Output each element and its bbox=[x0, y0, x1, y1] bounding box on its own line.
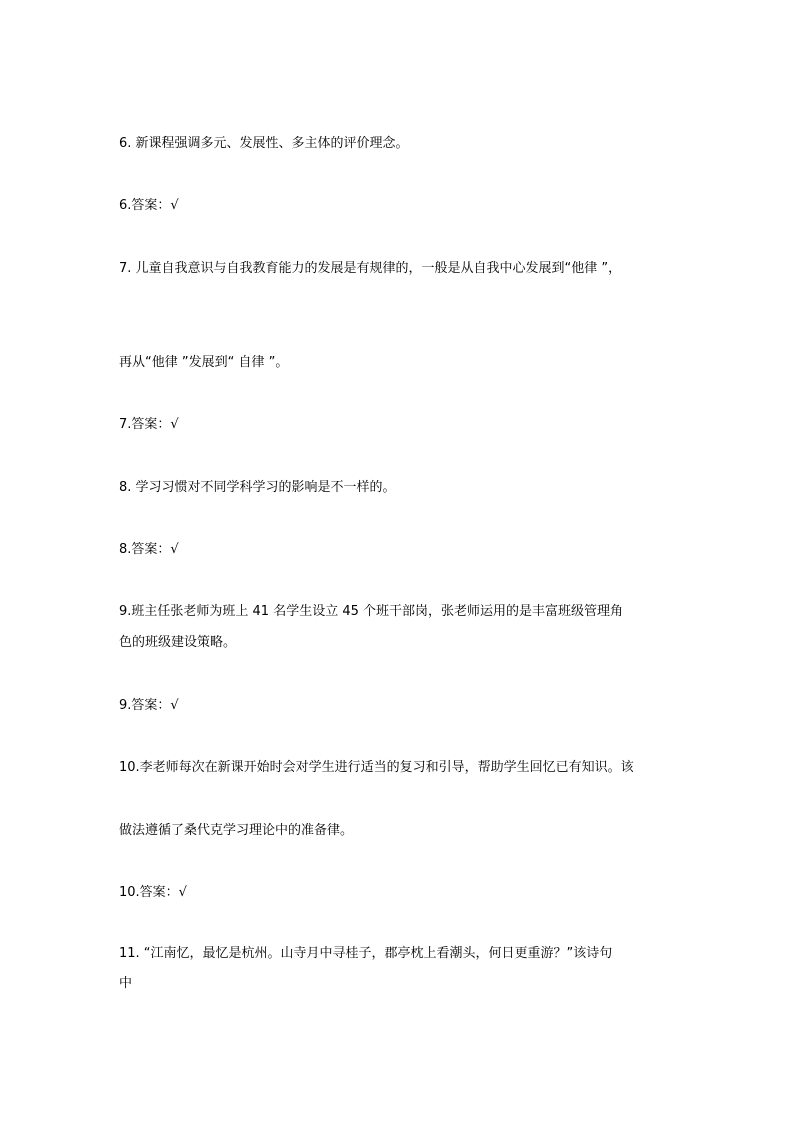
question-11-text-line-1: 11. “江南忆，最忆是杭州。山寺月中寻桂子，郡亭枕上看潮头，何日更重游？”该诗句 bbox=[119, 946, 613, 961]
question-11-text-line-2: 中 bbox=[119, 976, 133, 991]
question-9-text-line-2: 色的班级建设策略。 bbox=[119, 635, 237, 650]
answer-8: 8.答案：√ bbox=[119, 542, 179, 557]
question-9-text-line-1: 9.班主任张老师为班上 41 名学生设立 45 个班干部岗，张老师运用的是丰富班级管理角 bbox=[119, 604, 624, 619]
question-7-text-line-1: 7. 儿童自我意识与自我教育能力的发展是有规律的，一般是从自我中心发展到“他律 ”， bbox=[119, 261, 622, 276]
question-10-text-line-2: 做法遵循了桑代克学习理论中的准备律。 bbox=[119, 823, 354, 838]
answer-7: 7.答案：√ bbox=[119, 417, 179, 432]
answer-6: 6.答案：√ bbox=[119, 198, 179, 213]
question-6-text: 6. 新课程强调多元、发展性、多主体的评价理念。 bbox=[119, 136, 409, 151]
question-7-text-line-2: 再从“他律 ”发展到“ 自律 ”。 bbox=[119, 355, 289, 370]
answer-10: 10.答案：√ bbox=[119, 885, 187, 900]
answer-9: 9.答案：√ bbox=[119, 698, 179, 713]
question-10-text-line-1: 10.李老师每次在新课开始时会对学生进行适当的复习和引导，帮助学生回忆已有知识。该 bbox=[119, 760, 634, 775]
question-8-text: 8. 学习习惯对不同学科学习的影响是不一样的。 bbox=[119, 480, 396, 495]
